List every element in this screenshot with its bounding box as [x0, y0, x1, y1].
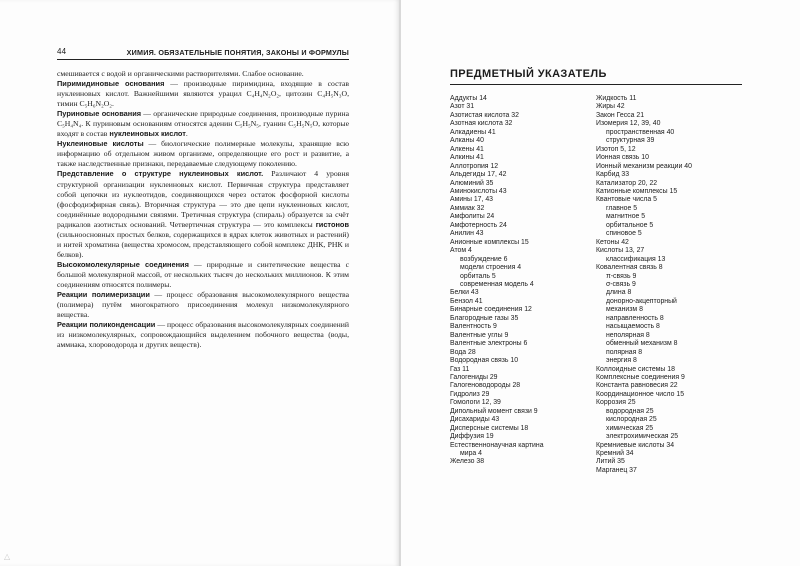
index-entry: Диффузия 19 [450, 433, 494, 441]
index-entry: Анилин 43 [450, 230, 484, 238]
paragraph-term: Пиримидиновые основания [57, 79, 165, 89]
index-entry: Белки 43 [450, 289, 479, 297]
index-column-1 [450, 95, 590, 467]
index-entry: Карбид 33 [596, 171, 630, 179]
index-entry: Благородные газы 35 [450, 314, 519, 322]
index-entry: Амфолиты 24 [450, 213, 495, 221]
index-subentry: современная модель 4 [460, 280, 534, 288]
index-column-2 [596, 95, 746, 475]
index-entry: Константа равновесия 22 [596, 382, 678, 390]
index-entry: Амфотерность 24 [450, 221, 507, 229]
index-entry: Валентные электроны 6 [450, 340, 528, 348]
index-entry: Анионные комплексы 15 [450, 238, 529, 246]
index-subentry: модели строения 4 [460, 264, 522, 272]
paragraph-text: — органические природные соединения, производные пурина C₅H₄N₄. К пуриновым основаниям относятся аденин C₅H₅N₅, гуанин C₅H₅N₅O, которые входят в состав [57, 109, 350, 139]
index-entry: Валентность 9 [450, 323, 497, 331]
index-entry: Вода 28 [450, 348, 476, 356]
paragraph-text: — природные и синтетические вещества с большой молекулярной массой, от нескольких тысяч до нескольких миллионов. К этим соединениям относятся полимеры. [57, 259, 349, 289]
index-entry: Квантовые числа 5 [596, 196, 657, 204]
paragraph [57, 69, 349, 79]
index-entry: Коррозия 25 [596, 399, 636, 407]
index-subentry: донорно-акцепторный [606, 297, 677, 305]
page-number: 44 [57, 47, 67, 56]
index-subentry: структурная 39 [606, 137, 655, 145]
index-subentry: классификация 13 [606, 255, 666, 263]
paragraph-text-tail: (сильноосновных простых белков, содержащихся в ядрах клеток животных и растений) и нитей хроматина (вещества хромосом, представляющего собой комплекс ДНК, РНК и белков). [57, 229, 349, 259]
index-title: ПРЕДМЕТНЫЙ УКАЗАТЕЛЬ [450, 68, 607, 80]
paragraph [57, 169, 349, 259]
index-entry: Гидролиз 29 [450, 390, 490, 398]
index-entry: Кремний 34 [596, 450, 634, 458]
index-entry: Водородная связь 10 [450, 357, 519, 365]
index-entry: Газ 11 [450, 365, 470, 373]
index-subentry: главное 5 [606, 204, 638, 212]
corner-triangle-icon: △ [4, 552, 11, 561]
paragraph-bold-term: гистонов [315, 219, 349, 229]
index-subentry: насыщаемость 8 [606, 323, 660, 331]
index-entry: Ионный механизм реакции 40 [596, 162, 692, 170]
index-entry: Алюминий 35 [450, 179, 494, 187]
paragraph-text-tail: . [185, 129, 188, 139]
paragraph-term: Реакции поликонденсации [57, 320, 156, 330]
running-head [57, 43, 349, 60]
index-entry: Марганец 37 [596, 466, 637, 474]
index-entry: Аддукты 14 [450, 95, 487, 102]
index-entry: Естественнонаучная картина [450, 441, 544, 449]
paragraph-term: Нуклеиновые кислоты [57, 139, 144, 149]
index-entry: Железо 38 [450, 458, 485, 466]
index-subentry: возбуждение 6 [460, 255, 508, 263]
index-subentry: спиновое 5 [606, 230, 642, 238]
index-entry: Альдегиды 17, 42 [450, 171, 507, 179]
index-entry: Литий 35 [596, 458, 625, 466]
index-entry: Алкадиены 41 [450, 128, 496, 136]
left-page [0, 0, 399, 566]
paragraph [57, 290, 349, 320]
index-entry: Кислоты 13, 27 [596, 247, 645, 255]
paragraph [57, 260, 349, 290]
index-entry: Жиры 42 [596, 103, 625, 111]
index-entry: Азотистая кислота 32 [450, 111, 519, 119]
index-entry: Атом 4 [450, 247, 472, 255]
index-entry: Азот 31 [450, 103, 475, 111]
index-subentry: полярная 8 [606, 348, 643, 356]
index-entry: Бензол 41 [450, 297, 483, 305]
index-entry: Аллотропия 12 [450, 162, 499, 170]
index-entry: Аминокислоты 43 [450, 187, 507, 195]
index-entry: Галогениды 29 [450, 373, 498, 381]
index-entry: Дисахариды 43 [450, 416, 500, 424]
paragraph-term: Представление о структуре нуклеиновых кислот. [57, 169, 264, 179]
index-subentry: длина 8 [606, 289, 632, 297]
index-entry: Алкены 41 [450, 145, 484, 153]
paragraph-term: Реакции полимеризации [57, 290, 150, 300]
index-subentry: магнитное 5 [606, 213, 646, 221]
index-subentry: электрохимическая 25 [606, 433, 679, 441]
index-entry: Алкины 41 [450, 154, 484, 162]
running-head-title: ХИМИЯ. ОБЯЗАТЕЛЬНЫЕ ПОНЯТИЯ, ЗАКОНЫ И ФОРМУЛЫ [126, 48, 349, 57]
paragraph-bold-term: нуклеиновых кислот [109, 129, 186, 139]
paragraph [57, 320, 349, 350]
index-title-rule [450, 84, 742, 85]
paragraph-text: — процесс образования высокомолекулярных соединений из низкомолекулярных, сопровождающийся выделением побочного вещества (воды, аммиака, хлороводорода и других веществ). [57, 320, 349, 350]
index-subentry: π-связь 9 [606, 272, 637, 280]
paragraph-text: Различают 4 уровня структурной организации нуклеиновых кислот. Первичная структура представляет собой цепочки из нуклеотидов, соединяющихся через остаток фосфорной кислоты (фосфодиэфирная связь). Вторичная структура — это две цепи нуклеиновых кислот, соединённые водородными связями. Третичная структура (спираль) образуется за счёт радикалов азотистых оснований. Четвертичная структура — это комплексы [57, 169, 349, 229]
paragraph-text: — биологические полимерные молекулы, хранящие всю информацию об отдельном живом организме, определяющие его рост и развитие, а также наследственные признаки, передаваемые следующему поколению. [57, 139, 349, 169]
paragraph [57, 139, 349, 169]
paragraph-text: смешивается с водой и органическими растворителями. Слабое основание. [57, 69, 304, 78]
index-subentry: химическая 25 [606, 424, 654, 432]
paragraph-text: — процесс образования высокомолекулярного вещества (полимера) путём многократного присоединения молекул низкомолекулярного вещества. [57, 290, 349, 320]
index-subentry: направленность 8 [606, 314, 664, 322]
index-entry: Гомологи 12, 39 [450, 399, 501, 407]
index-entry: Коллоидные системы 18 [596, 365, 675, 373]
index-entry: Азотная кислота 32 [450, 120, 513, 128]
index-entry: Аммиак 32 [450, 204, 485, 212]
index-entry: Дисперсные системы 18 [450, 424, 529, 432]
index-subentry: обменный механизм 8 [606, 340, 678, 348]
index-subentry: энергия 8 [606, 357, 637, 365]
index-entry: Амины 17, 43 [450, 196, 494, 204]
index-entry: Галогеноводороды 28 [450, 382, 521, 390]
index-entry: Изотоп 5, 12 [596, 145, 636, 153]
index-entry: Изомерия 12, 39, 40 [596, 120, 661, 128]
paragraph-term: Высокомолекулярные соединения [57, 259, 189, 269]
index-entry: Комплексные соединения 9 [596, 373, 685, 381]
index-subentry: механизм 8 [606, 306, 643, 314]
index-entry: Ионная связь 10 [596, 154, 649, 162]
index-entry: Ковалентная связь 8 [596, 264, 663, 272]
paragraph-term: Пуриновые основания [57, 109, 142, 119]
index-entry: Кремниевые кислоты 34 [596, 441, 675, 449]
index-subentry: пространственная 40 [606, 128, 675, 136]
index-subentry: орбитальное 5 [606, 221, 654, 229]
paragraph [57, 79, 349, 109]
index-entry: Катионные комплексы 15 [596, 187, 678, 195]
index-subentry: σ-связь 9 [606, 280, 636, 288]
index-subentry: орбиталь 5 [460, 272, 496, 280]
index-entry: Дипольный момент связи 9 [450, 407, 538, 415]
body-text [57, 69, 349, 350]
index-entry: Бинарные соединения 12 [450, 306, 532, 314]
index-subentry: водородная 25 [606, 407, 654, 415]
index-entry: Валентные углы 9 [450, 331, 509, 339]
index-entry: Алканы 40 [450, 137, 484, 145]
paragraph-text: — производные пиримидина, входящие в состав нуклеиновых кислот. Важнейшими являются урацил C₄H₄N₂O₂, цитозин C₄H₅N₃O, тимин C₅H₆N₂O₂. [57, 79, 349, 109]
index-entry: Координационное число 15 [596, 390, 685, 398]
paragraph [57, 109, 349, 139]
index-entry: Кетоны 42 [596, 238, 629, 246]
index-subentry: неполярная 8 [606, 331, 650, 339]
index-subentry: кислородная 25 [606, 416, 657, 424]
index-entry: Жидкость 11 [596, 95, 637, 102]
index-entry: мира 4 [460, 450, 482, 458]
index-entry: Катализатор 20, 22 [596, 179, 658, 187]
index-entry: Закон Гесса 21 [596, 111, 645, 119]
